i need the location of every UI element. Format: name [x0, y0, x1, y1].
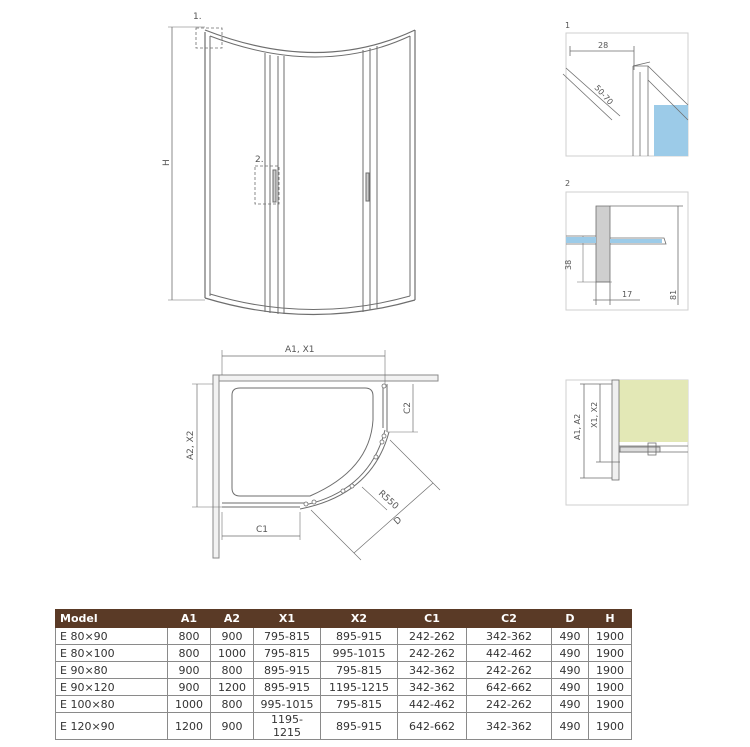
detail-2-dim-38: 38: [564, 259, 573, 270]
cell-c2: 642-662: [467, 679, 552, 696]
detail-2-dim-81: 81: [669, 289, 678, 300]
detail-1: [563, 33, 688, 156]
cell-x2: 895-915: [321, 713, 398, 740]
cell-c2: 242-262: [467, 696, 552, 713]
cell-x2: 1195-1215: [321, 679, 398, 696]
cell-c2: 342-362: [467, 628, 552, 645]
cell-a2: 1200: [211, 679, 254, 696]
detail-3-label-x: X1, X2: [590, 401, 599, 428]
table-row: [56, 713, 632, 740]
cell-c2: 342-362: [467, 713, 552, 740]
cell-a1: 1000: [168, 696, 211, 713]
cell-c2: 442-462: [467, 645, 552, 662]
cell-x1: 895-915: [254, 679, 321, 696]
cell-a1: 800: [168, 645, 211, 662]
front-view: [168, 27, 415, 315]
cell-x2: 795-815: [321, 662, 398, 679]
detail-1-dim-range: 50-70: [592, 83, 615, 107]
cell-c1: 242-262: [398, 645, 467, 662]
depth-label: A2, X2: [186, 430, 196, 460]
cell-a1: 900: [168, 662, 211, 679]
cell-c1: 642-662: [398, 713, 467, 740]
cell-model: E 100×80: [56, 696, 168, 713]
cell-a2: 900: [211, 713, 254, 740]
col-header-x1: X1: [254, 610, 321, 628]
cell-x2: 895-915: [321, 628, 398, 645]
cell-h: 1900: [589, 679, 632, 696]
cell-a2: 800: [211, 696, 254, 713]
detail-1-number: 1: [565, 21, 571, 30]
cell-c2: 242-262: [467, 662, 552, 679]
detail-2-number: 2: [565, 179, 571, 188]
width-label: A1, X1: [285, 345, 315, 355]
detail-3-label-a: A1, A2: [573, 413, 582, 440]
col-header-x2: X2: [321, 610, 398, 628]
table-row: [56, 628, 632, 645]
cell-c1: 242-262: [398, 628, 467, 645]
cell-x1: 795-815: [254, 628, 321, 645]
cell-d: 490: [552, 696, 589, 713]
cell-d: 490: [552, 679, 589, 696]
cell-h: 1900: [589, 662, 632, 679]
table-header-row: [56, 610, 632, 628]
cell-model: E 120×90: [56, 713, 168, 740]
top-view-fittings: [304, 384, 386, 506]
table-row: [56, 645, 632, 662]
cell-d: 490: [552, 713, 589, 740]
cell-a1: 1200: [168, 713, 211, 740]
spec-table: [55, 609, 632, 740]
cell-x2: 995-1015: [321, 645, 398, 662]
table-row: [56, 696, 632, 713]
cell-a1: 900: [168, 679, 211, 696]
cell-model: E 80×90: [56, 628, 168, 645]
cell-a2: 1000: [211, 645, 254, 662]
detail-1-dim-28: 28: [598, 41, 609, 50]
c1-label: C1: [256, 525, 269, 535]
cell-d: 490: [552, 628, 589, 645]
col-header-a1: A1: [168, 610, 211, 628]
height-label: H: [162, 159, 172, 166]
cell-x1: 795-815: [254, 645, 321, 662]
col-header-model: Model: [56, 610, 168, 628]
callout-2-label: 2.: [255, 155, 264, 165]
col-header-c2: C2: [467, 610, 552, 628]
col-header-h: H: [589, 610, 632, 628]
cell-h: 1900: [589, 628, 632, 645]
c2-label: C2: [403, 401, 413, 414]
top-view: [192, 350, 440, 560]
callout-1-label: 1.: [193, 12, 202, 22]
table-row: [56, 679, 632, 696]
cell-h: 1900: [589, 645, 632, 662]
cell-a2: 900: [211, 628, 254, 645]
cell-c1: 342-362: [398, 662, 467, 679]
col-header-c1: C1: [398, 610, 467, 628]
cell-a2: 800: [211, 662, 254, 679]
cell-x1: 895-915: [254, 662, 321, 679]
detail-3: [566, 380, 688, 505]
cell-h: 1900: [589, 696, 632, 713]
cell-model: E 90×120: [56, 679, 168, 696]
cell-x1: 1195-1215: [254, 713, 321, 740]
d-label: D: [392, 515, 405, 528]
cell-d: 490: [552, 645, 589, 662]
cell-model: E 80×100: [56, 645, 168, 662]
detail-2-dim-17: 17: [622, 290, 633, 299]
table-row: [56, 662, 632, 679]
cell-x1: 995-1015: [254, 696, 321, 713]
cell-h: 1900: [589, 713, 632, 740]
cell-d: 490: [552, 662, 589, 679]
cell-c1: 342-362: [398, 679, 467, 696]
cell-a1: 800: [168, 628, 211, 645]
col-header-a2: A2: [211, 610, 254, 628]
cell-model: E 90×80: [56, 662, 168, 679]
col-header-d: D: [552, 610, 589, 628]
cell-x2: 795-815: [321, 696, 398, 713]
radius-label: R550: [375, 488, 401, 512]
cell-c1: 442-462: [398, 696, 467, 713]
